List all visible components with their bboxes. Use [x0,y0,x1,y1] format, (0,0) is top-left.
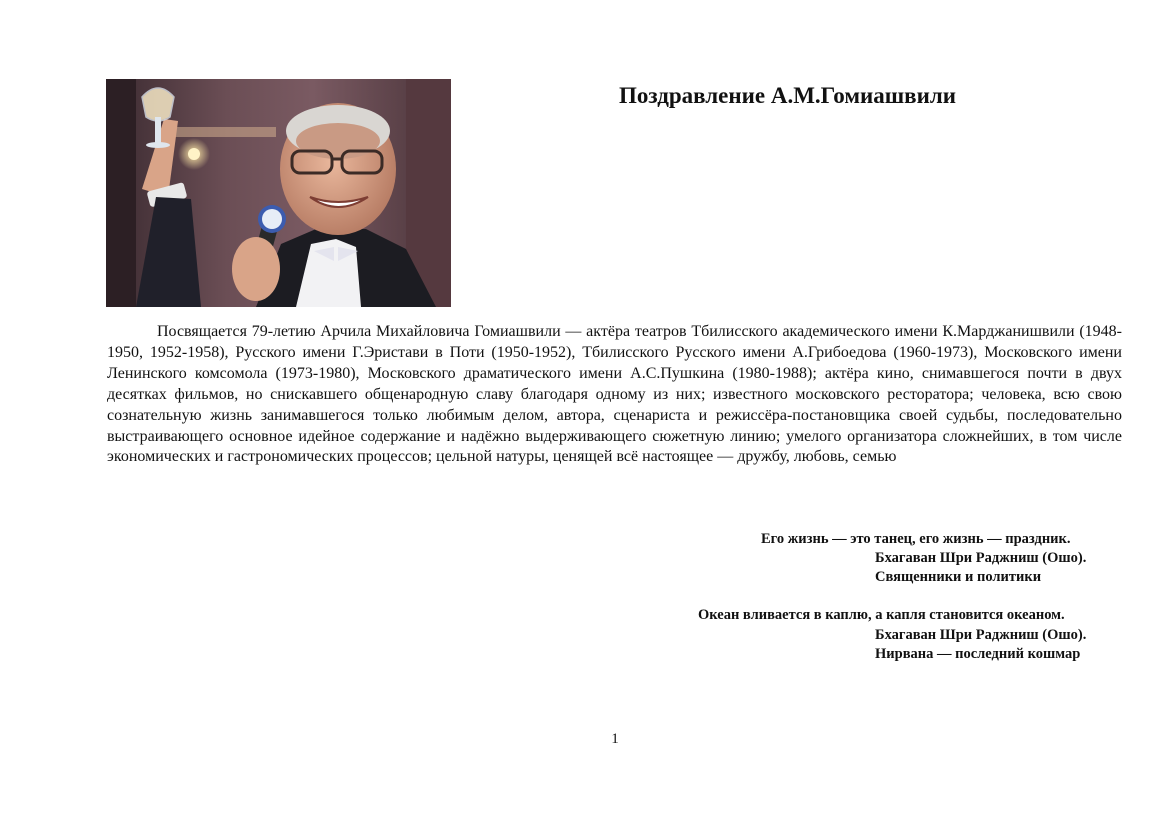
page-title: Поздравление А.М.Гомиашвили [619,83,956,108]
epigraph-1-author: Бхагаван Шри Раджниш (Ошо). [875,550,1087,566]
portrait-photo [106,79,451,307]
epigraph-2-quote: Океан вливается в каплю, а капля становится океаном. [698,607,1065,623]
epigraph-1-quote: Его жизнь — это танец, его жизнь — праздник. [761,531,1071,547]
page-number: 1 [611,731,619,747]
epigraph-2-author: Бхагаван Шри Раджниш (Ошо). [875,627,1087,643]
epigraph-2-source: Нирвана — последний кошмар [875,646,1081,662]
dedication-paragraph: Посвящается 79-летию Арчила Михайловича Гомиашвили — актёра театров Тбилисского академического имени К.Марджанишвили (1948-1950, 1952-1958), Русского имени Г.Эристави в Поти (1950-1952), Тбилисского Русского имени А.Грибоедова (1960-1973), Московского имени Ленинского комсомола (1973-1980), Московского драматического имени А.С.Пушкина (1980-1988); актёра кино, снимавшегося почти в двух десятках фильмов, но снискавшего общенародную славу благодаря одному из них; известного московского ресторатора; человека, всю свою сознательную жизнь занимавшегося только любимым делом, автора, сценариста и режиссёра-постановщика своей судьбы, последовательно выстраивающего основное идейное содержание и надёжно выдерживающего сюжетную линию; умелого организатора сложнейших, в том числе экономических и гастрономических процессов; цельной натуры, ценящей всё настоящее — дружбу, любовь, семью [107,323,1122,466]
epigraph-1-source: Священники и политики [875,569,1042,585]
